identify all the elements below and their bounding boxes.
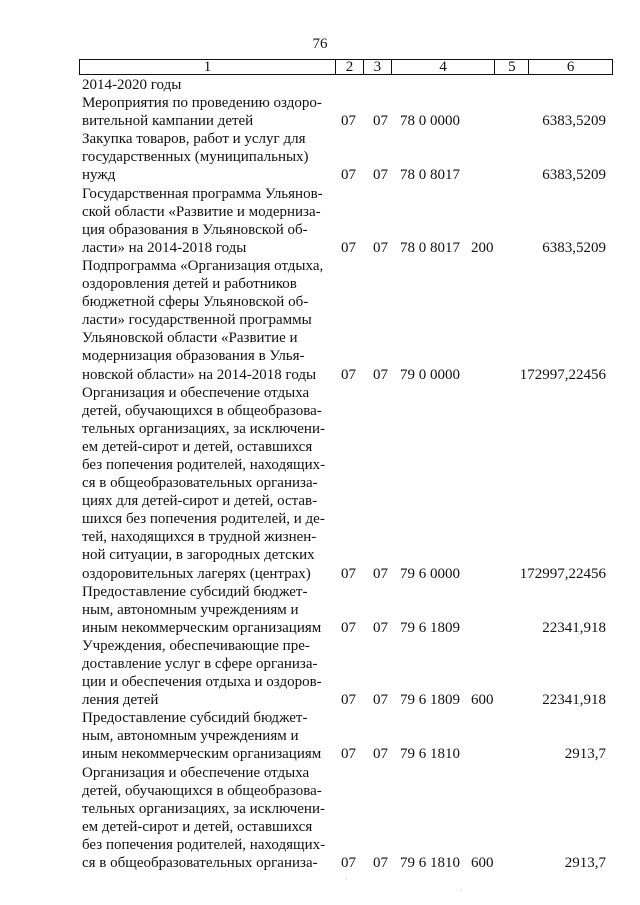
row-codes (82, 239, 610, 257)
table-row (82, 384, 610, 583)
scan-speck: · (460, 886, 463, 895)
row-codes (82, 565, 610, 583)
section-code: 07 (341, 366, 356, 383)
description-line: доставление услуг в сфере организа- (82, 656, 318, 672)
row-codes (82, 76, 610, 94)
description-line: ласти» на 2014-2018 годы (82, 239, 247, 256)
table-row (82, 185, 610, 257)
description-line: ся в общеобразовательных организа- (82, 475, 318, 492)
cost-type-code: 600 (471, 855, 494, 872)
header-col-2: 2 (336, 60, 364, 74)
header-col-5: 5 (495, 60, 529, 74)
description-line: Организация и обеспечение отдыха (82, 764, 310, 781)
description-line: иным некоммерческим организациям (82, 746, 322, 763)
table-body (82, 76, 610, 872)
section-code: 07 (341, 855, 356, 872)
description-line: Предоставление субсидий бюджет- (82, 710, 308, 727)
description-line: ной ситуации, в загородных детских (82, 547, 315, 564)
subsection-code: 07 (373, 855, 388, 872)
description-line: бюджетной сферы Ульяновской об- (82, 294, 309, 311)
header-col-1: 1 (80, 60, 336, 74)
description-line: ления детей (82, 692, 159, 709)
description-line: ным, автономным учреждениям и (82, 728, 299, 745)
description-line: Организация и обеспечение отдыха (82, 384, 310, 401)
table-row (82, 76, 610, 94)
row-codes (82, 746, 610, 764)
table-header (79, 59, 613, 75)
scan-speck: · (345, 875, 348, 884)
section-code: 07 (341, 167, 356, 184)
section-code: 07 (341, 746, 356, 763)
description-line: Мероприятия по проведению оздоро- (82, 95, 322, 112)
description-line: шихся без попечения родителей, и де- (82, 511, 325, 528)
description-line: Предоставление субсидий бюджет- (82, 583, 308, 600)
description-line: без попечения родителей, находящих- (82, 456, 326, 473)
description-line: оздоровительных лагерях (центрах) (82, 565, 311, 582)
page-number: 76 (312, 36, 328, 52)
row-codes (82, 691, 610, 709)
header-col-3: 3 (364, 60, 392, 74)
amount: 22341,918 (542, 692, 606, 709)
description-line: Закупка товаров, работ и услуг для (82, 131, 306, 148)
target-article-code: 79 6 0000 (400, 565, 460, 582)
subsection-code: 07 (373, 619, 388, 636)
description-line: ласти» государственной программы (82, 312, 312, 329)
target-article-code: 78 0 8017 (400, 239, 460, 256)
amount: 2913,7 (564, 855, 606, 872)
description-line: тельных организациях, за исключени- (82, 800, 325, 817)
description-line: ции и обеспечения отдыха и оздоров- (82, 674, 322, 691)
table-row (82, 764, 610, 873)
subsection-code: 07 (373, 167, 388, 184)
subsection-code: 07 (373, 113, 388, 130)
amount: 22341,918 (542, 619, 606, 636)
amount: 2913,7 (564, 746, 606, 763)
description-line: тей, находящихся в трудной жизнен- (82, 529, 317, 546)
table-row (82, 130, 610, 184)
subsection-code: 07 (373, 366, 388, 383)
row-codes (82, 167, 610, 185)
section-code: 07 (341, 692, 356, 709)
row-codes (82, 112, 610, 130)
description-line: ция образования в Ульяновской об- (82, 221, 308, 238)
amount: 172997,22456 (519, 565, 606, 582)
description-line: Государственная программа Ульянов- (82, 185, 323, 202)
description-line: модернизация образования в Улья- (82, 348, 305, 365)
description-line: ным, автономным учреждениям и (82, 601, 299, 618)
description-line: государственных (муниципальных) (82, 149, 309, 166)
description-line: без попечения родителей, находящих- (82, 836, 326, 853)
section-code: 07 (341, 113, 356, 130)
row-codes (82, 619, 610, 637)
subsection-code: 07 (373, 565, 388, 582)
cost-type-code: 200 (471, 239, 494, 256)
description-line: детей, обучающихся в общеобразова- (82, 402, 322, 419)
target-article-code: 79 6 1809 (400, 692, 460, 709)
header-col-4: 4 (392, 60, 496, 74)
amount: 172997,22456 (519, 366, 606, 383)
target-article-code: 78 0 8017 (400, 167, 460, 184)
target-article-code: 79 6 1810 (400, 746, 460, 763)
cost-type-code: 600 (471, 692, 494, 709)
amount: 6383,5209 (542, 167, 606, 184)
description-line: нужд (82, 167, 116, 184)
description-line: новской области» на 2014-2018 годы (82, 366, 317, 383)
section-code: 07 (341, 619, 356, 636)
description-line: Подпрограмма «Организация отдыха, (82, 257, 324, 274)
description-line: циях для детей-сирот и детей, остав- (82, 493, 318, 510)
description-line: Ульяновской области «Развитие и (82, 330, 298, 347)
subsection-code: 07 (373, 692, 388, 709)
header-col-6: 6 (566, 59, 575, 75)
table-row (82, 709, 610, 763)
description-line: иным некоммерческим организациям (82, 619, 322, 636)
target-article-code: 79 0 0000 (400, 366, 460, 383)
section-code: 07 (341, 565, 356, 582)
description-line: ся в общеобразовательных организа- (82, 855, 318, 872)
table-row (82, 637, 610, 709)
row-description (82, 257, 332, 384)
subsection-code: 07 (373, 746, 388, 763)
table-row (82, 257, 610, 384)
description-line: 2014-2020 годы (82, 77, 182, 93)
row-codes (82, 854, 610, 872)
row-description (82, 384, 332, 583)
target-article-code: 79 6 1810 (400, 855, 460, 872)
description-line: тельных организациях, за исключени- (82, 420, 325, 437)
subsection-code: 07 (373, 239, 388, 256)
description-line: вительной кампании детей (82, 113, 254, 130)
section-code: 07 (341, 239, 356, 256)
target-article-code: 79 6 1809 (400, 619, 460, 636)
description-line: детей, обучающихся в общеобразова- (82, 782, 322, 799)
table-row (82, 583, 610, 637)
table-row (82, 94, 610, 130)
target-article-code: 78 0 0000 (400, 113, 460, 130)
description-line: ской области «Развитие и модерниза- (82, 203, 321, 220)
description-line: ем детей-сирот и детей, оставшихся (82, 438, 313, 455)
row-codes (82, 366, 610, 384)
amount: 6383,5209 (542, 113, 606, 130)
description-line: Учреждения, обеспечивающие пре- (82, 637, 310, 654)
description-line: ем детей-сирот и детей, оставшихся (82, 818, 313, 835)
amount: 6383,5209 (542, 239, 606, 256)
description-line: оздоровления детей и работников (82, 276, 297, 293)
